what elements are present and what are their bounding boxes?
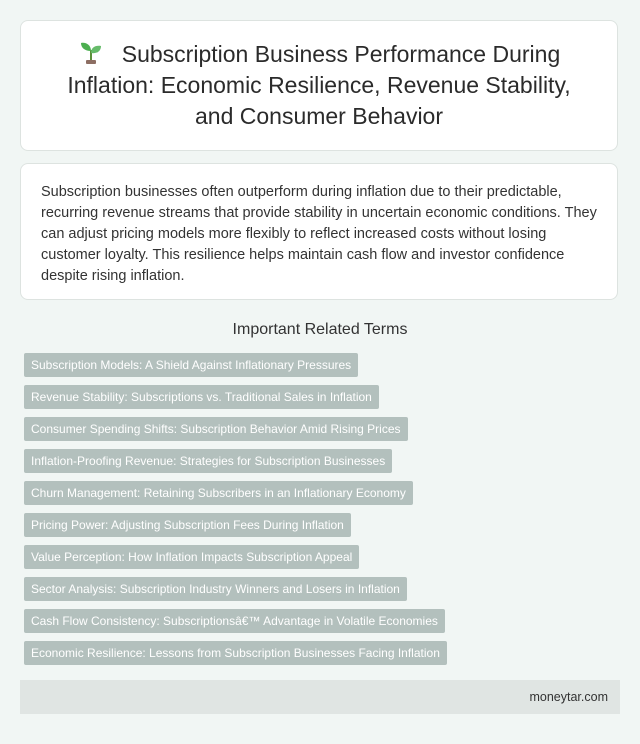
list-item [24, 385, 447, 409]
list-item [24, 353, 447, 377]
page-title [45, 39, 593, 132]
list-item [24, 481, 447, 505]
term-tag[interactable]: Subscription Models: A Shield Against Inflationary Pressures [24, 353, 358, 377]
list-item [24, 449, 447, 473]
term-tag[interactable]: Revenue Stability: Subscriptions vs. Traditional Sales in Inflation [24, 385, 379, 409]
summary-card [20, 163, 618, 300]
term-tag[interactable]: Consumer Spending Shifts: Subscription Behavior Amid Rising Prices [24, 417, 408, 441]
related-terms-heading: Important Related Terms [232, 321, 408, 338]
term-tag[interactable]: Inflation-Proofing Revenue: Strategies for Subscription Businesses [24, 449, 392, 473]
term-tag[interactable]: Economic Resilience: Lessons from Subscription Businesses Facing Inflation [24, 641, 447, 665]
title-card [20, 20, 618, 151]
list-item [24, 545, 447, 569]
list-item [24, 417, 447, 441]
footer-site[interactable]: moneytar.com [529, 690, 608, 704]
sprout-icon [78, 39, 104, 65]
term-tag[interactable]: Sector Analysis: Subscription Industry Winners and Losers in Inflation [24, 577, 407, 601]
list-item [24, 641, 447, 665]
list-item [24, 513, 447, 537]
list-item [24, 609, 447, 633]
related-terms-list [24, 353, 447, 673]
footer [20, 680, 620, 714]
term-tag[interactable]: Value Perception: How Inflation Impacts Subscription Appeal [24, 545, 359, 569]
term-tag[interactable]: Cash Flow Consistency: Subscriptionsâ€™ Advantage in Volatile Economies [24, 609, 445, 633]
term-tag[interactable]: Pricing Power: Adjusting Subscription Fees During Inflation [24, 513, 351, 537]
term-tag[interactable]: Churn Management: Retaining Subscribers in an Inflationary Economy [24, 481, 413, 505]
list-item [24, 577, 447, 601]
page-title-text: Subscription Business Performance During Inflation: Economic Resilience, Revenue Stability, and Consumer Behavior [67, 41, 571, 129]
summary-text: Subscription businesses often outperform during inflation due to their predictable, recurring revenue streams that provide stability in uncertain economic conditions. They can adjust pricing models more flexibly to reflect increased costs without losing customer loyalty. This resilience helps maintain cash flow and investor confidence despite rising inflation. [41, 184, 597, 284]
